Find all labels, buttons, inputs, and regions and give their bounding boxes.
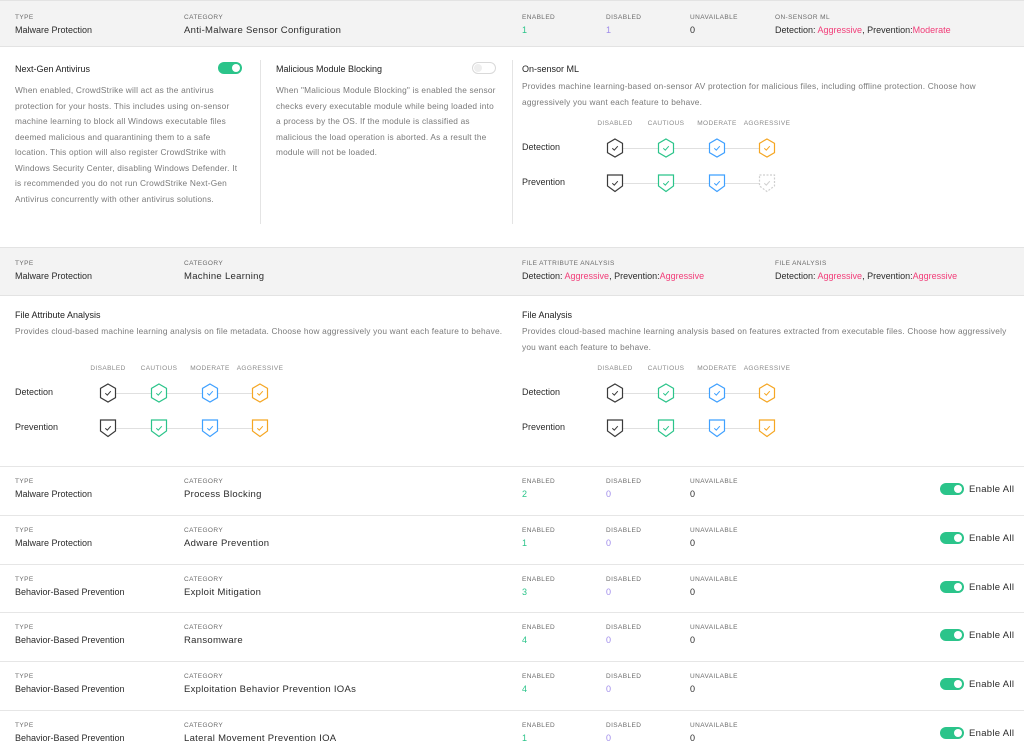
enabled-cell	[522, 14, 555, 35]
category-value: Exploit Mitigation	[184, 587, 262, 598]
category-value: Anti-Malware Sensor Configuration	[184, 25, 342, 36]
disabled-cell	[606, 527, 641, 548]
disabled-label: DISABLED	[606, 576, 642, 583]
category-cell	[184, 14, 341, 36]
prevention-row-label: Prevention	[15, 422, 59, 432]
type-value: Malware Protection	[15, 271, 93, 281]
detection-aggressive-shield-icon[interactable]	[758, 138, 776, 158]
enabled-cell	[522, 576, 555, 597]
detection-aggressive-shield-icon[interactable]	[758, 383, 776, 403]
next-gen-antivirus-toggle[interactable]	[218, 62, 242, 74]
prevention-cautious-shield-icon[interactable]	[150, 418, 168, 438]
on-sensor-ml-levels: Detection: Aggressive, Prevention:Moderate	[775, 25, 951, 35]
category-cell	[184, 722, 336, 744]
enable-all-control[interactable]	[940, 678, 1014, 690]
enable-all-label: Enable All	[969, 581, 1015, 593]
prevention-moderate-shield-icon[interactable]	[201, 418, 219, 438]
level-header-disabled: DISABLED	[597, 120, 633, 127]
prevention-disabled-shield-icon[interactable]	[606, 173, 624, 193]
enabled-cell	[522, 673, 555, 694]
divider	[260, 60, 261, 224]
file-attribute-analysis-description: Provides cloud-based machine learning analysis on file metadata. Choose how aggressively you want each feature to behave.	[15, 326, 503, 336]
policy-row[interactable]	[0, 515, 1024, 564]
detection-moderate-shield-icon[interactable]	[201, 383, 219, 403]
disabled-count: 0	[606, 587, 612, 597]
type-value: Behavior-Based Prevention	[15, 635, 125, 645]
category-label: CATEGORY	[184, 673, 224, 680]
type-label: TYPE	[15, 576, 34, 583]
unavailable-label: UNAVAILABLE	[690, 673, 738, 680]
disabled-count: 0	[606, 684, 612, 694]
type-label: TYPE	[15, 527, 34, 534]
disabled-count: 0	[606, 538, 612, 548]
category-value: Process Blocking	[184, 489, 262, 500]
enable-all-toggle[interactable]	[940, 678, 964, 690]
detection-moderate-shield-icon[interactable]	[708, 383, 726, 403]
on-sensor-ml-title: On-sensor ML	[522, 64, 580, 74]
level-header-aggressive: AGGRESSIVE	[743, 120, 791, 127]
prevention-aggressive-shield-icon[interactable]	[758, 173, 776, 193]
disabled-cell	[606, 722, 641, 743]
type-cell	[15, 722, 125, 743]
unavailable-cell	[690, 527, 738, 548]
enable-all-toggle[interactable]	[940, 581, 964, 593]
disabled-cell	[606, 14, 641, 35]
enabled-label: ENABLED	[522, 576, 556, 583]
enabled-count: 4	[522, 684, 528, 694]
level-header-moderate: MODERATE	[697, 365, 737, 372]
file-analysis-summary	[775, 260, 957, 281]
category-cell	[184, 576, 261, 598]
malicious-module-blocking-panel	[276, 64, 501, 161]
enable-all-toggle[interactable]	[940, 727, 964, 739]
file-analysis-description: Provides cloud-based machine learning analysis based on features extracted from executable files. Choose how aggressively you want each feature to behave.	[522, 326, 1007, 352]
enable-all-label: Enable All	[969, 727, 1015, 739]
unavailable-cell	[690, 722, 738, 743]
disabled-label: DISABLED	[606, 624, 642, 631]
detection-disabled-shield-icon[interactable]	[99, 383, 117, 403]
type-cell	[15, 576, 125, 597]
prevention-row-label: Prevention	[522, 422, 566, 432]
prevention-track-line	[108, 428, 260, 429]
level-header-disabled: DISABLED	[90, 365, 126, 372]
category-label: CATEGORY	[184, 527, 224, 534]
category-value: Lateral Movement Prevention IOA	[184, 733, 337, 744]
on-sensor-ml-summary	[775, 14, 951, 35]
level-header-aggressive: AGGRESSIVE	[743, 365, 791, 372]
category-label: CATEGORY	[184, 14, 224, 21]
category-value: Exploitation Behavior Prevention IOAs	[184, 684, 357, 695]
unavailable-label: UNAVAILABLE	[690, 527, 738, 534]
category-value: Ransomware	[184, 635, 243, 646]
enabled-count: 2	[522, 489, 528, 499]
unavailable-label: UNAVAILABLE	[690, 576, 738, 583]
enable-all-toggle[interactable]	[940, 629, 964, 641]
detection-track-line	[615, 393, 767, 394]
level-header-cautious: CAUTIOUS	[647, 120, 685, 127]
detection-row-label: Detection	[15, 387, 54, 397]
category-cell	[184, 673, 356, 695]
malicious-module-blocking-title: Malicious Module Blocking	[276, 64, 383, 74]
type-cell	[15, 673, 125, 694]
next-gen-antivirus-title: Next-Gen Antivirus	[15, 64, 91, 74]
detection-cautious-shield-icon[interactable]	[657, 383, 675, 403]
enabled-label: ENABLED	[522, 624, 556, 631]
enabled-count: 1	[522, 25, 528, 35]
disabled-count: 0	[606, 733, 612, 743]
unavailable-count: 0	[690, 25, 696, 35]
disabled-count: 1	[606, 25, 612, 35]
unavailable-count: 0	[690, 733, 696, 743]
type-cell	[15, 527, 92, 548]
enabled-cell	[522, 722, 555, 743]
type-value: Malware Protection	[15, 489, 93, 499]
enable-all-control[interactable]	[940, 532, 1014, 544]
enabled-label: ENABLED	[522, 14, 556, 21]
malicious-module-blocking-toggle[interactable]	[472, 62, 496, 74]
file-attribute-analysis-levels: Detection: Aggressive, Prevention:Aggressive	[522, 271, 705, 281]
category-label: CATEGORY	[184, 260, 224, 267]
type-label: TYPE	[15, 478, 34, 485]
unavailable-count: 0	[690, 538, 696, 548]
category-value: Adware Prevention	[184, 538, 270, 549]
type-cell	[15, 260, 92, 281]
prevention-aggressive-shield-icon[interactable]	[251, 418, 269, 438]
file-attribute-analysis-panel	[15, 310, 505, 340]
enable-all-toggle[interactable]	[940, 532, 964, 544]
level-header-cautious: CAUTIOUS	[647, 365, 685, 372]
prevention-moderate-shield-icon[interactable]	[708, 173, 726, 193]
enable-all-label: Enable All	[969, 629, 1015, 641]
prevention-cautious-shield-icon[interactable]	[657, 173, 675, 193]
disabled-label: DISABLED	[606, 478, 642, 485]
unavailable-label: UNAVAILABLE	[690, 624, 738, 631]
enabled-count: 1	[522, 538, 528, 548]
next-gen-antivirus-panel	[15, 64, 245, 207]
on-sensor-ml-description: Provides machine learning-based on-sensor AV protection for malicious files, including offline protection. Choose how aggressively you want each feature to behave.	[522, 81, 976, 107]
category-value: Machine Learning	[184, 271, 265, 282]
enable-all-label: Enable All	[969, 678, 1015, 690]
file-analysis-levels: Detection: Aggressive, Prevention:Aggressive	[775, 271, 958, 281]
type-label: TYPE	[15, 624, 34, 631]
type-cell	[15, 14, 92, 35]
detection-cautious-shield-icon[interactable]	[150, 383, 168, 403]
prevention-track-line	[615, 428, 767, 429]
category-cell	[184, 478, 262, 500]
level-header-moderate: MODERATE	[190, 365, 230, 372]
enabled-count: 4	[522, 635, 528, 645]
type-value: Malware Protection	[15, 538, 93, 548]
enable-all-control[interactable]	[940, 629, 1014, 641]
unavailable-label: UNAVAILABLE	[690, 14, 738, 21]
malicious-module-blocking-description: When "Malicious Module Blocking" is enabled the sensor checks every executable module while being loaded into a process by the OS. If the module is classified as malicious the load operation is aborted. As a result the module will not be loaded.	[276, 85, 496, 157]
file-attribute-analysis-title: File Attribute Analysis	[15, 310, 101, 320]
type-cell	[15, 624, 125, 645]
file-analysis-title: File Analysis	[522, 310, 573, 320]
unavailable-label: UNAVAILABLE	[690, 722, 738, 729]
detection-track-line	[615, 148, 767, 149]
unavailable-cell	[690, 576, 738, 597]
policy-row[interactable]	[0, 710, 1024, 753]
category-label: CATEGORY	[184, 478, 224, 485]
type-label: TYPE	[15, 722, 34, 729]
enabled-count: 1	[522, 733, 528, 743]
prevention-track-line	[615, 183, 767, 184]
enable-all-label: Enable All	[969, 483, 1015, 495]
enable-all-control[interactable]	[940, 483, 1014, 495]
enabled-cell	[522, 624, 555, 645]
category-cell	[184, 527, 269, 549]
type-value: Malware Protection	[15, 25, 93, 35]
next-gen-antivirus-description: When enabled, CrowdStrike will act as the antivirus protection for your hosts. This includes using on-sensor machine learning to block all Windows executable files deemed malicious and quarantining them to a safe location. This option will also register CrowdStrike with Windows Security Center, disabling Windows Defender. It is recommended you do not run CrowdStrike Next-Gen Antivirus concurrently with other antivirus solutions.	[15, 85, 238, 204]
file-analysis-panel	[522, 310, 1012, 355]
detection-row-label: Detection	[522, 142, 561, 152]
type-cell	[15, 478, 92, 499]
detection-disabled-shield-icon[interactable]	[606, 383, 624, 403]
file-attribute-analysis-label: FILE ATTRIBUTE ANALYSIS	[522, 260, 615, 267]
type-value: Behavior-Based Prevention	[15, 733, 125, 743]
enabled-label: ENABLED	[522, 478, 556, 485]
detection-track-line	[108, 393, 260, 394]
prevention-cautious-shield-icon[interactable]	[657, 418, 675, 438]
unavailable-cell	[690, 624, 738, 645]
level-header-moderate: MODERATE	[697, 120, 737, 127]
unavailable-cell	[690, 478, 738, 499]
disabled-cell	[606, 673, 641, 694]
category-label: CATEGORY	[184, 624, 224, 631]
prevention-disabled-shield-icon[interactable]	[606, 418, 624, 438]
disabled-count: 0	[606, 489, 612, 499]
detection-cautious-shield-icon[interactable]	[657, 138, 675, 158]
disabled-cell	[606, 478, 641, 499]
detection-moderate-shield-icon[interactable]	[708, 138, 726, 158]
unavailable-count: 0	[690, 587, 696, 597]
detection-aggressive-shield-icon[interactable]	[251, 383, 269, 403]
enabled-label: ENABLED	[522, 722, 556, 729]
enable-all-toggle[interactable]	[940, 483, 964, 495]
enabled-cell	[522, 527, 555, 548]
type-label: TYPE	[15, 673, 34, 680]
disabled-label: DISABLED	[606, 673, 642, 680]
prevention-moderate-shield-icon[interactable]	[708, 418, 726, 438]
policy-row[interactable]	[0, 466, 1024, 515]
category-label: CATEGORY	[184, 576, 224, 583]
unavailable-label: UNAVAILABLE	[690, 478, 738, 485]
prevention-disabled-shield-icon[interactable]	[99, 418, 117, 438]
enabled-label: ENABLED	[522, 527, 556, 534]
file-analysis-label: FILE ANALYSIS	[775, 260, 827, 267]
on-sensor-ml-label: ON-SENSOR ML	[775, 14, 831, 21]
disabled-label: DISABLED	[606, 527, 642, 534]
divider	[512, 60, 513, 224]
type-label: TYPE	[15, 260, 34, 267]
detection-row-label: Detection	[522, 387, 561, 397]
disabled-label: DISABLED	[606, 14, 642, 21]
disabled-cell	[606, 624, 641, 645]
level-header-aggressive: AGGRESSIVE	[236, 365, 284, 372]
unavailable-count: 0	[690, 635, 696, 645]
prevention-row-label: Prevention	[522, 177, 566, 187]
type-label: TYPE	[15, 14, 34, 21]
category-cell	[184, 260, 264, 282]
prevention-aggressive-shield-icon[interactable]	[758, 418, 776, 438]
level-header-disabled: DISABLED	[597, 365, 633, 372]
enabled-cell	[522, 478, 555, 499]
disabled-label: DISABLED	[606, 722, 642, 729]
enabled-label: ENABLED	[522, 673, 556, 680]
on-sensor-ml-panel	[522, 64, 1012, 110]
file-attribute-analysis-summary	[522, 260, 704, 281]
disabled-count: 0	[606, 635, 612, 645]
section-header-anti-malware[interactable]	[0, 0, 1024, 47]
enable-all-control[interactable]	[940, 727, 1014, 739]
category-cell	[184, 624, 243, 646]
section-header-machine-learning[interactable]	[0, 247, 1024, 296]
enable-all-control[interactable]	[940, 581, 1014, 593]
policy-row[interactable]	[0, 661, 1024, 710]
unavailable-cell	[690, 14, 738, 35]
category-label: CATEGORY	[184, 722, 224, 729]
enable-all-label: Enable All	[969, 532, 1015, 544]
detection-disabled-shield-icon[interactable]	[606, 138, 624, 158]
unavailable-count: 0	[690, 684, 696, 694]
type-value: Behavior-Based Prevention	[15, 587, 125, 597]
disabled-cell	[606, 576, 641, 597]
unavailable-count: 0	[690, 489, 696, 499]
type-value: Behavior-Based Prevention	[15, 684, 125, 694]
enabled-count: 3	[522, 587, 528, 597]
policy-row[interactable]	[0, 612, 1024, 661]
unavailable-cell	[690, 673, 738, 694]
level-header-cautious: CAUTIOUS	[140, 365, 178, 372]
policy-row[interactable]	[0, 564, 1024, 613]
